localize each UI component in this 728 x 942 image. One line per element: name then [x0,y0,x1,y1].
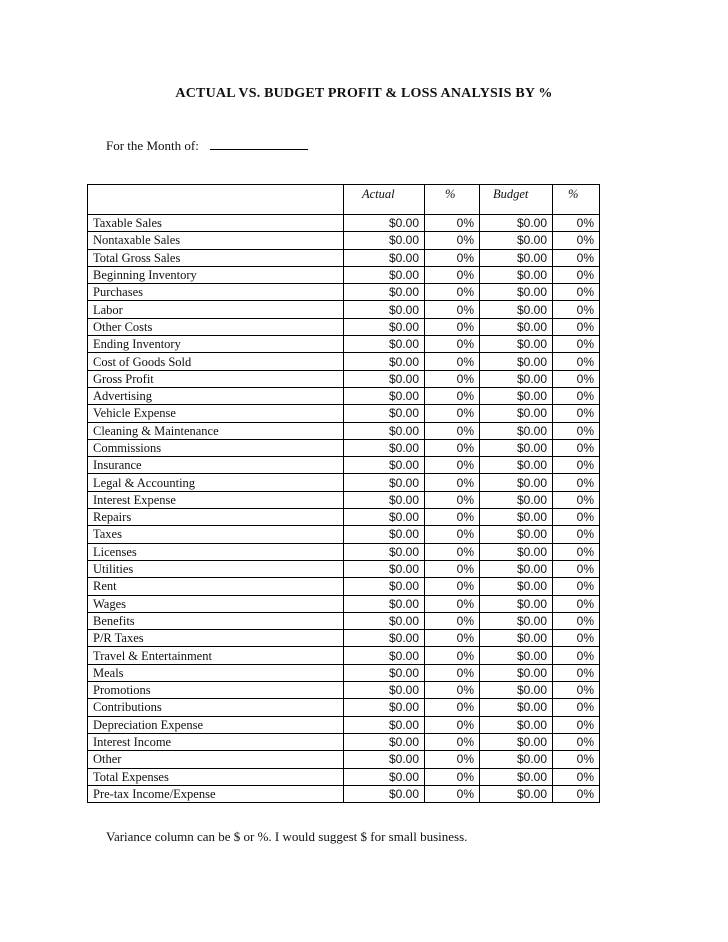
row-actual: $0.00 [344,474,425,491]
row-label: Benefits [88,612,344,629]
row-budget-pct: 0% [553,664,600,681]
row-budget: $0.00 [480,526,553,543]
row-label: Taxes [88,526,344,543]
row-label: Total Expenses [88,768,344,785]
row-actual: $0.00 [344,284,425,301]
table-row [88,249,600,266]
row-actual-pct: 0% [425,595,480,612]
row-budget-pct: 0% [553,353,600,370]
row-label: Contributions [88,699,344,716]
header-label [88,185,344,215]
row-actual-pct: 0% [425,232,480,249]
row-budget: $0.00 [480,353,553,370]
row-budget-pct: 0% [553,457,600,474]
row-label: Wages [88,595,344,612]
row-budget-pct: 0% [553,768,600,785]
row-budget: $0.00 [480,595,553,612]
header-budget-pct: % [553,185,600,215]
row-label: Other Costs [88,318,344,335]
table-row [88,422,600,439]
row-label: Promotions [88,682,344,699]
row-actual: $0.00 [344,439,425,456]
row-actual-pct: 0% [425,215,480,232]
month-label: For the Month of: [106,138,199,153]
row-label: Beginning Inventory [88,266,344,283]
row-actual: $0.00 [344,336,425,353]
row-actual: $0.00 [344,491,425,508]
row-label: Travel & Entertainment [88,647,344,664]
row-budget-pct: 0% [553,284,600,301]
row-actual-pct: 0% [425,318,480,335]
row-label: Utilities [88,560,344,577]
row-budget-pct: 0% [553,630,600,647]
row-actual: $0.00 [344,422,425,439]
row-actual: $0.00 [344,612,425,629]
row-budget-pct: 0% [553,370,600,387]
row-budget: $0.00 [480,716,553,733]
table-row [88,370,600,387]
row-label: Nontaxable Sales [88,232,344,249]
row-actual-pct: 0% [425,560,480,577]
row-actual: $0.00 [344,768,425,785]
table-row [88,578,600,595]
table-row [88,232,600,249]
row-budget: $0.00 [480,405,553,422]
row-actual: $0.00 [344,595,425,612]
row-label: Repairs [88,509,344,526]
row-label: P/R Taxes [88,630,344,647]
row-budget: $0.00 [480,249,553,266]
row-actual-pct: 0% [425,439,480,456]
row-budget: $0.00 [480,266,553,283]
row-budget: $0.00 [480,422,553,439]
row-actual: $0.00 [344,785,425,802]
table-row [88,387,600,404]
row-actual-pct: 0% [425,630,480,647]
row-budget: $0.00 [480,682,553,699]
month-blank-field[interactable] [210,136,308,150]
table-row [88,509,600,526]
row-actual: $0.00 [344,716,425,733]
row-budget-pct: 0% [553,699,600,716]
row-actual: $0.00 [344,249,425,266]
row-budget: $0.00 [480,318,553,335]
row-actual-pct: 0% [425,768,480,785]
row-actual: $0.00 [344,405,425,422]
row-actual: $0.00 [344,751,425,768]
table-row [88,318,600,335]
table-row [88,716,600,733]
table-row [88,751,600,768]
row-budget-pct: 0% [553,543,600,560]
row-label: Ending Inventory [88,336,344,353]
row-budget-pct: 0% [553,318,600,335]
row-budget-pct: 0% [553,785,600,802]
row-label: Total Gross Sales [88,249,344,266]
row-budget: $0.00 [480,457,553,474]
document-title: ACTUAL VS. BUDGET PROFIT & LOSS ANALYSIS BY % [175,86,553,101]
row-label: Other [88,751,344,768]
row-budget-pct: 0% [553,249,600,266]
row-label: Purchases [88,284,344,301]
row-budget: $0.00 [480,785,553,802]
table-row [88,215,600,232]
row-budget: $0.00 [480,751,553,768]
table-row [88,491,600,508]
row-budget-pct: 0% [553,491,600,508]
row-actual: $0.00 [344,543,425,560]
row-actual-pct: 0% [425,387,480,404]
row-actual: $0.00 [344,266,425,283]
row-actual-pct: 0% [425,353,480,370]
row-budget-pct: 0% [553,405,600,422]
row-actual: $0.00 [344,370,425,387]
row-actual: $0.00 [344,664,425,681]
row-budget: $0.00 [480,647,553,664]
table-row [88,768,600,785]
row-actual: $0.00 [344,526,425,543]
row-actual: $0.00 [344,353,425,370]
row-budget-pct: 0% [553,612,600,629]
row-budget: $0.00 [480,578,553,595]
table-row [88,595,600,612]
row-budget: $0.00 [480,543,553,560]
row-actual-pct: 0% [425,578,480,595]
row-label: Vehicle Expense [88,405,344,422]
row-actual: $0.00 [344,699,425,716]
row-actual: $0.00 [344,457,425,474]
row-label: Cleaning & Maintenance [88,422,344,439]
row-actual: $0.00 [344,301,425,318]
row-budget: $0.00 [480,301,553,318]
row-label: Depreciation Expense [88,716,344,733]
row-actual-pct: 0% [425,474,480,491]
table-row [88,543,600,560]
row-budget-pct: 0% [553,232,600,249]
row-actual: $0.00 [344,509,425,526]
month-line [106,136,308,154]
header-budget: Budget [480,185,553,215]
row-actual: $0.00 [344,630,425,647]
row-actual-pct: 0% [425,664,480,681]
row-budget: $0.00 [480,232,553,249]
row-label: Taxable Sales [88,215,344,232]
row-budget-pct: 0% [553,595,600,612]
row-label: Insurance [88,457,344,474]
table-row [88,785,600,802]
row-budget: $0.00 [480,560,553,577]
row-budget: $0.00 [480,630,553,647]
row-actual-pct: 0% [425,301,480,318]
table-row [88,664,600,681]
row-budget: $0.00 [480,387,553,404]
profit-loss-table [87,184,600,803]
row-label: Meals [88,664,344,681]
row-actual-pct: 0% [425,526,480,543]
row-actual: $0.00 [344,232,425,249]
row-budget-pct: 0% [553,751,600,768]
row-budget-pct: 0% [553,422,600,439]
table-row [88,439,600,456]
row-budget: $0.00 [480,664,553,681]
row-budget: $0.00 [480,215,553,232]
table-row [88,647,600,664]
row-label: Rent [88,578,344,595]
table-row [88,699,600,716]
table-row [88,733,600,750]
row-actual-pct: 0% [425,422,480,439]
table-body [88,215,600,803]
table-row [88,353,600,370]
row-budget: $0.00 [480,336,553,353]
row-actual-pct: 0% [425,733,480,750]
table-row [88,630,600,647]
row-label: Legal & Accounting [88,474,344,491]
row-actual-pct: 0% [425,249,480,266]
table-row [88,457,600,474]
footnote: Variance column can be $ or %. I would suggest $ for small business. [106,829,468,844]
row-budget: $0.00 [480,733,553,750]
row-actual-pct: 0% [425,699,480,716]
row-budget: $0.00 [480,370,553,387]
row-budget-pct: 0% [553,526,600,543]
row-actual-pct: 0% [425,284,480,301]
table-row [88,560,600,577]
table-row [88,266,600,283]
row-budget: $0.00 [480,509,553,526]
row-actual: $0.00 [344,578,425,595]
row-budget-pct: 0% [553,647,600,664]
table-row [88,405,600,422]
row-label: Gross Profit [88,370,344,387]
row-actual: $0.00 [344,560,425,577]
table-row [88,682,600,699]
row-label: Commissions [88,439,344,456]
row-budget: $0.00 [480,474,553,491]
row-budget-pct: 0% [553,733,600,750]
row-actual-pct: 0% [425,785,480,802]
row-actual-pct: 0% [425,647,480,664]
row-budget-pct: 0% [553,301,600,318]
row-actual: $0.00 [344,733,425,750]
row-actual-pct: 0% [425,457,480,474]
row-budget-pct: 0% [553,509,600,526]
row-actual: $0.00 [344,387,425,404]
row-budget: $0.00 [480,284,553,301]
row-budget-pct: 0% [553,336,600,353]
row-actual-pct: 0% [425,751,480,768]
row-actual-pct: 0% [425,491,480,508]
row-actual-pct: 0% [425,612,480,629]
row-actual-pct: 0% [425,405,480,422]
row-label: Cost of Goods Sold [88,353,344,370]
table-row [88,526,600,543]
row-budget-pct: 0% [553,439,600,456]
row-actual-pct: 0% [425,370,480,387]
row-label: Labor [88,301,344,318]
row-actual-pct: 0% [425,509,480,526]
row-actual: $0.00 [344,682,425,699]
table-header-row [88,185,600,215]
row-budget-pct: 0% [553,266,600,283]
row-actual: $0.00 [344,647,425,664]
row-budget: $0.00 [480,491,553,508]
row-label: Licenses [88,543,344,560]
table-row [88,336,600,353]
row-actual: $0.00 [344,215,425,232]
row-actual-pct: 0% [425,266,480,283]
table-row [88,301,600,318]
row-budget-pct: 0% [553,560,600,577]
row-budget-pct: 0% [553,716,600,733]
row-budget: $0.00 [480,768,553,785]
row-actual-pct: 0% [425,716,480,733]
row-label: Interest Income [88,733,344,750]
row-budget-pct: 0% [553,578,600,595]
row-budget: $0.00 [480,439,553,456]
row-budget: $0.00 [480,699,553,716]
row-actual-pct: 0% [425,682,480,699]
row-label: Interest Expense [88,491,344,508]
row-label: Pre-tax Income/Expense [88,785,344,802]
row-budget-pct: 0% [553,387,600,404]
table-row [88,284,600,301]
row-label: Advertising [88,387,344,404]
row-budget-pct: 0% [553,682,600,699]
table-row [88,612,600,629]
header-actual-pct: % [425,185,480,215]
table-row [88,474,600,491]
row-actual-pct: 0% [425,336,480,353]
header-actual: Actual [344,185,425,215]
row-actual: $0.00 [344,318,425,335]
row-budget-pct: 0% [553,474,600,491]
row-actual-pct: 0% [425,543,480,560]
row-budget-pct: 0% [553,215,600,232]
row-budget: $0.00 [480,612,553,629]
